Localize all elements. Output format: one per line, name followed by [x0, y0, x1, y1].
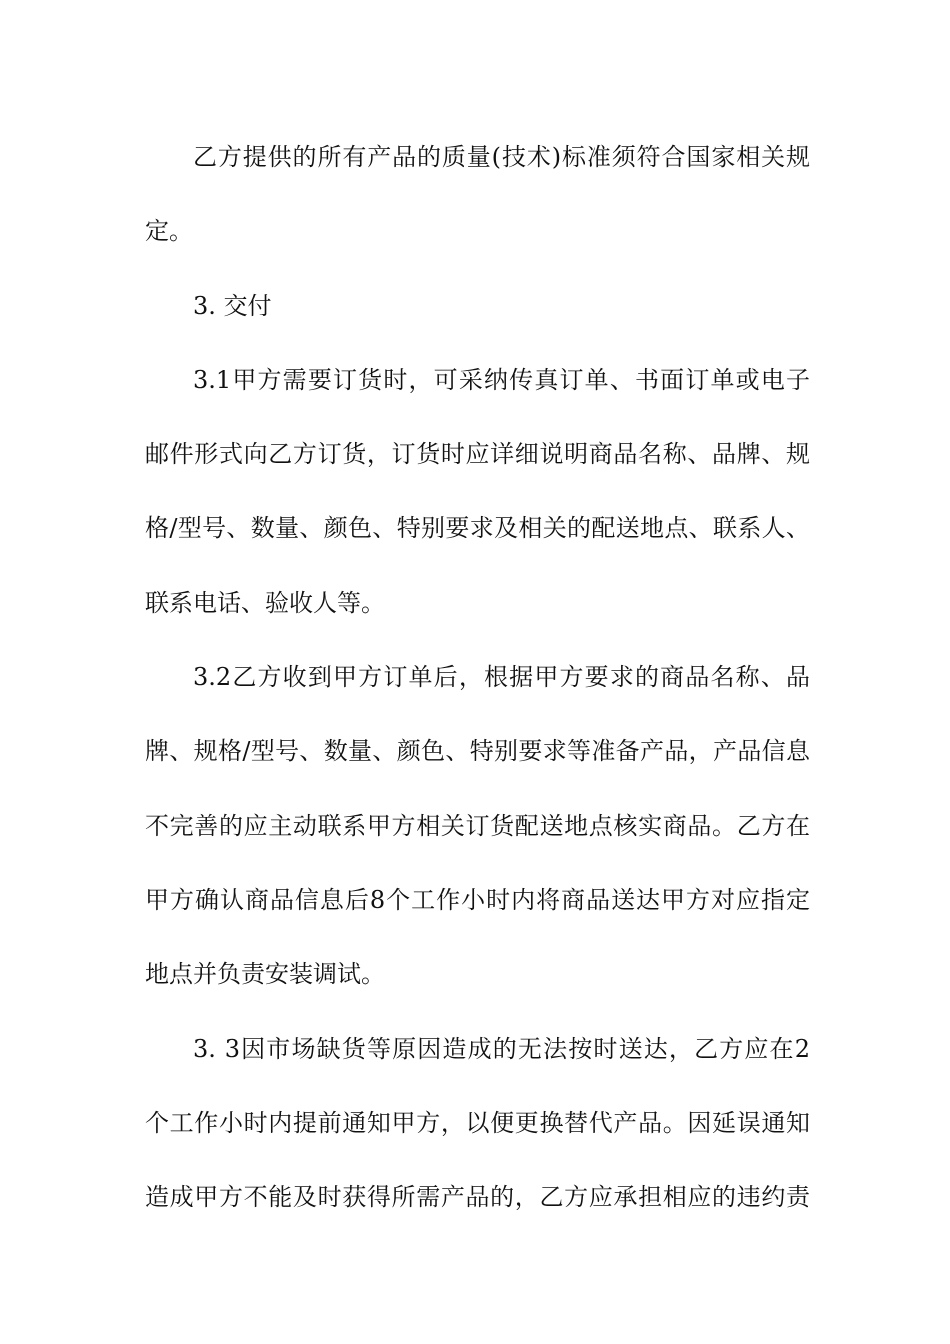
- paragraph-line: 甲方确认商品信息后8个工作小时内将商品送达甲方对应指定: [145, 885, 810, 914]
- paragraph-line: 不完善的应主动联系甲方相关订货配送地点核实商品。乙方在: [145, 811, 810, 840]
- paragraph-line: 定。: [145, 217, 193, 246]
- paragraph-line: 造成甲方不能及时获得所需产品的，乙方应承担相应的违约责: [145, 1183, 810, 1212]
- document-body: [145, 127, 810, 1241]
- paragraph-line: 联系电话、验收人等。: [145, 588, 385, 617]
- paragraph-line: 邮件形式向乙方订货，订货时应详细说明商品名称、品牌、规: [145, 440, 810, 469]
- paragraph-line: 3.2乙方收到甲方订单后，根据甲方要求的商品名称、品: [193, 663, 810, 692]
- paragraph-line: 个工作小时内提前通知甲方，以便更换替代产品。因延误通知: [145, 1108, 810, 1137]
- paragraph-line: 牌、规格/型号、数量、颜色、特别要求等准备产品，产品信息: [145, 737, 810, 766]
- section-heading: 3. 交付: [193, 291, 272, 320]
- paragraph-line: 3.1甲方需要订货时，可采纳传真订单、书面订单或电子: [193, 365, 810, 394]
- paragraph-line: 地点并负责安装调试。: [145, 960, 385, 989]
- paragraph-line: 格/型号、数量、颜色、特别要求及相关的配送地点、联系人、: [145, 514, 810, 543]
- paragraph-line: 3. 3因市场缺货等原因造成的无法按时送达，乙方应在2: [193, 1034, 810, 1063]
- paragraph-line: 乙方提供的所有产品的质量(技术)标准须符合国家相关规: [193, 143, 810, 171]
